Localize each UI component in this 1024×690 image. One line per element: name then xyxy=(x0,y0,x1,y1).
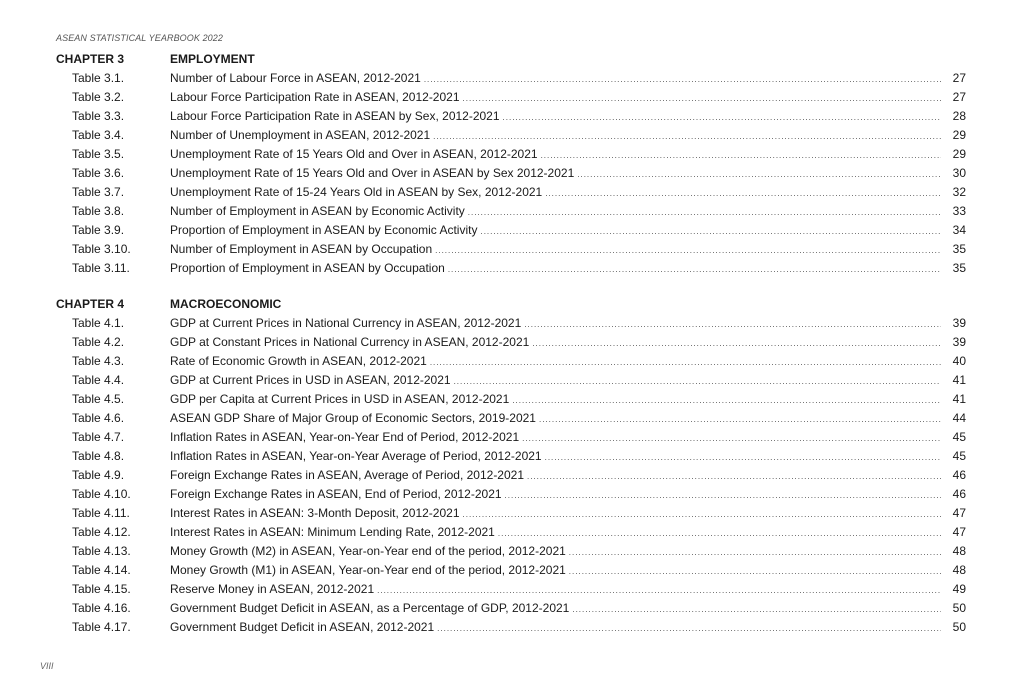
entry-line xyxy=(170,599,944,619)
entry-line xyxy=(170,580,944,600)
toc-entry[interactable] xyxy=(56,504,966,523)
toc-entry[interactable] xyxy=(56,428,966,447)
toc-entry[interactable] xyxy=(56,69,966,88)
toc-entry[interactable] xyxy=(56,107,966,126)
chapter-section xyxy=(56,295,966,637)
entry-line xyxy=(170,183,944,203)
toc-entry[interactable] xyxy=(56,221,966,240)
toc-entry[interactable] xyxy=(56,259,966,278)
toc-entry[interactable] xyxy=(56,390,966,409)
page-ref: 41 xyxy=(952,373,966,387)
table-number: Table 3.11. xyxy=(72,261,130,275)
table-number: Table 4.9. xyxy=(72,468,125,482)
table-title: Labour Force Participation Rate in ASEAN, 2012-2021 xyxy=(170,90,460,104)
chapter-label: CHAPTER 4 xyxy=(56,297,125,311)
table-title: Proportion of Employment in ASEAN by Occupation xyxy=(170,261,445,275)
dot-leader xyxy=(532,334,941,353)
page-ref: 28 xyxy=(952,109,966,123)
entry-line xyxy=(170,618,944,638)
dot-leader xyxy=(539,410,941,429)
table-number: Table 4.14. xyxy=(72,563,131,577)
table-number: Table 3.4. xyxy=(72,128,125,142)
page-ref: 46 xyxy=(952,468,966,482)
toc-entry[interactable] xyxy=(56,240,966,259)
page-ref: 50 xyxy=(952,620,966,634)
table-title: Proportion of Employment in ASEAN by Economic Activity xyxy=(170,223,478,237)
dot-leader xyxy=(577,165,941,184)
entry-line xyxy=(170,221,944,241)
dot-leader xyxy=(424,70,941,89)
table-title: GDP at Constant Prices in National Currency in ASEAN, 2012-2021 xyxy=(170,335,530,349)
page-ref: 35 xyxy=(952,242,966,256)
page-ref: 49 xyxy=(952,582,966,596)
entry-line xyxy=(170,466,944,486)
entry-line xyxy=(170,390,944,410)
table-number: Table 4.11. xyxy=(72,506,130,520)
table-number: Table 4.6. xyxy=(72,411,125,425)
page-ref: 47 xyxy=(952,525,966,539)
entry-line xyxy=(170,371,944,391)
toc-entry[interactable] xyxy=(56,447,966,466)
table-number: Table 4.2. xyxy=(72,335,125,349)
chapter-title: MACROECONOMIC xyxy=(170,297,282,311)
toc-entry[interactable] xyxy=(56,88,966,107)
table-number: Table 3.5. xyxy=(72,147,125,161)
dot-leader xyxy=(512,391,941,410)
table-number: Table 4.17. xyxy=(72,620,131,634)
entry-line xyxy=(170,314,944,334)
toc-entry[interactable] xyxy=(56,580,966,599)
table-title: Number of Unemployment in ASEAN, 2012-2021 xyxy=(170,128,431,142)
table-title: ASEAN GDP Share of Major Group of Economic Sectors, 2019-2021 xyxy=(170,411,536,425)
chapter-heading xyxy=(56,50,966,69)
chapter-section xyxy=(56,50,966,278)
table-number: Table 4.15. xyxy=(72,582,131,596)
dot-leader xyxy=(524,315,941,334)
table-number: Table 4.8. xyxy=(72,449,125,463)
dot-leader xyxy=(377,581,941,600)
page-ref: 27 xyxy=(952,90,966,104)
chapter-title: EMPLOYMENT xyxy=(170,52,255,66)
table-title: Rate of Economic Growth in ASEAN, 2012-2021 xyxy=(170,354,427,368)
table-title: Unemployment Rate of 15-24 Years Old in ASEAN by Sex, 2012-2021 xyxy=(170,185,543,199)
table-title: Number of Labour Force in ASEAN, 2012-2021 xyxy=(170,71,421,85)
dot-leader xyxy=(545,184,941,203)
table-title: Foreign Exchange Rates in ASEAN, End of Period, 2012-2021 xyxy=(170,487,502,501)
toc-entry[interactable] xyxy=(56,333,966,352)
entry-line xyxy=(170,561,944,581)
page-ref: 29 xyxy=(952,147,966,161)
entry-line xyxy=(170,164,944,184)
page-ref: 50 xyxy=(952,601,966,615)
toc-entry[interactable] xyxy=(56,542,966,561)
table-number: Table 3.1. xyxy=(72,71,125,85)
page-number: VIII xyxy=(40,661,54,671)
table-number: Table 3.8. xyxy=(72,204,125,218)
entry-line xyxy=(170,333,944,353)
chapter-label: CHAPTER 3 xyxy=(56,52,125,66)
page-ref: 40 xyxy=(952,354,966,368)
page-ref: 45 xyxy=(952,449,966,463)
table-number: Table 3.7. xyxy=(72,185,125,199)
toc-entry[interactable] xyxy=(56,618,966,637)
page-ref: 27 xyxy=(952,71,966,85)
entry-line xyxy=(170,409,944,429)
table-number: Table 4.13. xyxy=(72,544,131,558)
toc-entry[interactable] xyxy=(56,371,966,390)
table-title: Labour Force Participation Rate in ASEAN by Sex, 2012-2021 xyxy=(170,109,500,123)
table-title: Interest Rates in ASEAN: 3-Month Deposit, 2012-2021 xyxy=(170,506,460,520)
dot-leader xyxy=(433,127,941,146)
page-ref: 32 xyxy=(952,185,966,199)
page-ref: 29 xyxy=(952,128,966,142)
entry-line xyxy=(170,145,944,165)
entry-line xyxy=(170,542,944,562)
toc-entry[interactable] xyxy=(56,466,966,485)
dot-leader xyxy=(448,260,941,279)
toc-entry[interactable] xyxy=(56,485,966,504)
entry-line xyxy=(170,523,944,543)
table-title: Inflation Rates in ASEAN, Year-on-Year Average of Period, 2012-2021 xyxy=(170,449,542,463)
table-title: Government Budget Deficit in ASEAN, as a Percentage of GDP, 2012-2021 xyxy=(170,601,570,615)
page-ref: 39 xyxy=(952,335,966,349)
dot-leader xyxy=(463,505,942,524)
dot-leader xyxy=(468,203,941,222)
table-title: Foreign Exchange Rates in ASEAN, Average of Period, 2012-2021 xyxy=(170,468,525,482)
dot-leader xyxy=(541,146,941,165)
table-of-contents xyxy=(56,50,966,654)
toc-entry[interactable] xyxy=(56,145,966,164)
dot-leader xyxy=(527,467,941,486)
dot-leader xyxy=(430,353,941,372)
table-number: Table 4.16. xyxy=(72,601,131,615)
table-number: Table 4.10. xyxy=(72,487,131,501)
page-ref: 41 xyxy=(952,392,966,406)
table-title: GDP at Current Prices in USD in ASEAN, 2012-2021 xyxy=(170,373,451,387)
dot-leader xyxy=(437,619,941,638)
dot-leader xyxy=(522,429,941,448)
toc-entry[interactable] xyxy=(56,314,966,333)
entry-line xyxy=(170,240,944,260)
dot-leader xyxy=(454,372,941,391)
table-number: Table 4.12. xyxy=(72,525,131,539)
dot-leader xyxy=(505,486,941,505)
toc-entry[interactable] xyxy=(56,599,966,618)
page-ref: 44 xyxy=(952,411,966,425)
table-number: Table 4.1. xyxy=(72,316,125,330)
toc-entry[interactable] xyxy=(56,409,966,428)
dot-leader xyxy=(435,241,941,260)
table-number: Table 3.3. xyxy=(72,109,125,123)
table-title: Unemployment Rate of 15 Years Old and Over in ASEAN by Sex 2012-2021 xyxy=(170,166,575,180)
table-number: Table 4.7. xyxy=(72,430,125,444)
page-ref: 39 xyxy=(952,316,966,330)
table-number: Table 3.10. xyxy=(72,242,131,256)
entry-line xyxy=(170,107,944,127)
entry-line xyxy=(170,352,944,372)
table-title: Number of Employment in ASEAN by Occupation xyxy=(170,242,433,256)
page-ref: 33 xyxy=(952,204,966,218)
dot-leader xyxy=(463,89,941,108)
entry-line xyxy=(170,126,944,146)
table-title: Number of Employment in ASEAN by Economic Activity xyxy=(170,204,465,218)
dot-leader xyxy=(498,524,941,543)
page-ref: 45 xyxy=(952,430,966,444)
table-title: Reserve Money in ASEAN, 2012-2021 xyxy=(170,582,375,596)
table-title: Money Growth (M2) in ASEAN, Year-on-Year end of the period, 2012-2021 xyxy=(170,544,566,558)
page-ref: 48 xyxy=(952,544,966,558)
entry-line xyxy=(170,259,944,279)
entry-line xyxy=(170,428,944,448)
page-ref: 35 xyxy=(952,261,966,275)
table-number: Table 3.2. xyxy=(72,90,125,104)
table-title: Inflation Rates in ASEAN, Year-on-Year End of Period, 2012-2021 xyxy=(170,430,520,444)
toc-entry[interactable] xyxy=(56,164,966,183)
page-ref: 47 xyxy=(952,506,966,520)
page-ref: 34 xyxy=(952,223,966,237)
table-title: Interest Rates in ASEAN: Minimum Lending Rate, 2012-2021 xyxy=(170,525,495,539)
page-ref: 46 xyxy=(952,487,966,501)
entry-line xyxy=(170,202,944,222)
dot-leader xyxy=(572,600,941,619)
entry-line xyxy=(170,485,944,505)
dot-leader xyxy=(545,448,941,467)
entry-line xyxy=(170,504,944,524)
table-number: Table 4.4. xyxy=(72,373,125,387)
dot-leader xyxy=(569,562,941,581)
table-title: GDP at Current Prices in National Currency in ASEAN, 2012-2021 xyxy=(170,316,522,330)
table-number: Table 4.3. xyxy=(72,354,125,368)
table-title: Money Growth (M1) in ASEAN, Year-on-Year end of the period, 2012-2021 xyxy=(170,563,566,577)
dot-leader xyxy=(480,222,941,241)
toc-entry[interactable] xyxy=(56,352,966,371)
entry-line xyxy=(170,88,944,108)
page-ref: 30 xyxy=(952,166,966,180)
table-title: GDP per Capita at Current Prices in USD in ASEAN, 2012-2021 xyxy=(170,392,510,406)
running-header: ASEAN STATISTICAL YEARBOOK 2022 xyxy=(56,33,223,43)
table-title: Unemployment Rate of 15 Years Old and Over in ASEAN, 2012-2021 xyxy=(170,147,538,161)
table-title: Government Budget Deficit in ASEAN, 2012-2021 xyxy=(170,620,435,634)
toc-entry[interactable] xyxy=(56,561,966,580)
table-number: Table 4.5. xyxy=(72,392,125,406)
toc-entry[interactable] xyxy=(56,126,966,145)
entry-line xyxy=(170,447,944,467)
dot-leader xyxy=(503,108,941,127)
entry-line xyxy=(170,69,944,89)
page-ref: 48 xyxy=(952,563,966,577)
dot-leader xyxy=(569,543,941,562)
table-number: Table 3.6. xyxy=(72,166,125,180)
toc-entry[interactable] xyxy=(56,202,966,221)
toc-entry[interactable] xyxy=(56,523,966,542)
chapter-heading xyxy=(56,295,966,314)
toc-entry[interactable] xyxy=(56,183,966,202)
table-number: Table 3.9. xyxy=(72,223,125,237)
